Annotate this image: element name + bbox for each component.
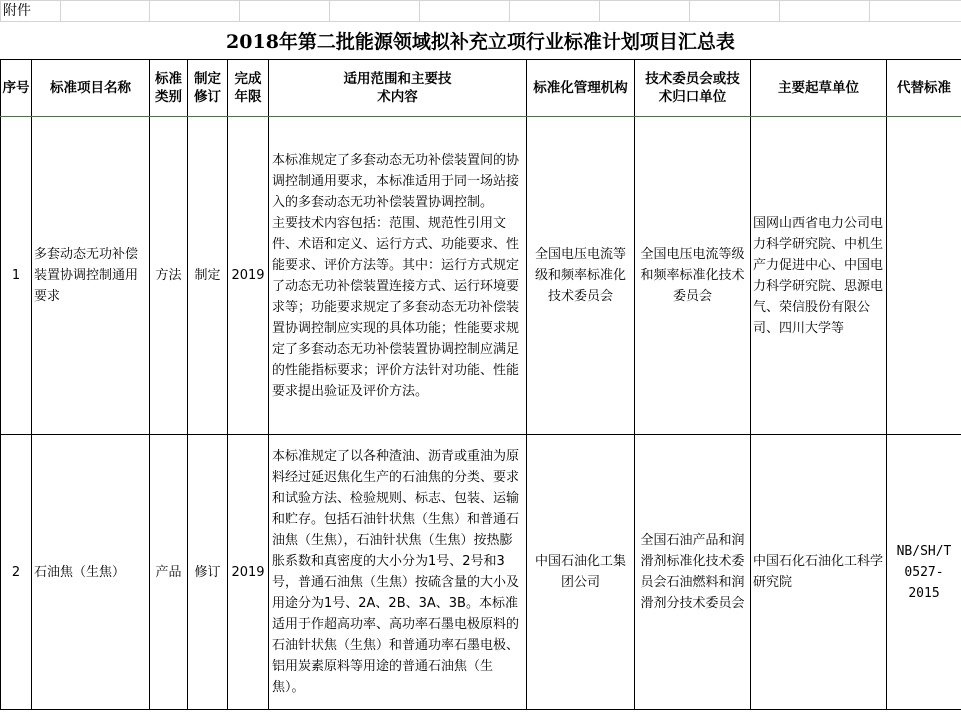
cell-committee[interactable]: 全国石油产品和润滑剂标准化技术委员会石油燃料和润滑剂分技术委员会 [635, 435, 751, 710]
cell-year[interactable]: 2019 [228, 117, 269, 435]
header-org[interactable]: 标准化管理机构 [527, 60, 635, 117]
cell-name[interactable]: 石油焦（生焦） [32, 435, 150, 710]
scope-paragraph: 主要技术内容包括：范围、规范性引用文件、术语和定义、运行方式、功能要求、性能要求、评价方法等。其中：运行方式规定了动态无功补偿装置连接方式、运行环境要求等；功能要求规定了多套动态无功补偿装置协调控制应实现的具体功能；性能要求规定了多套动态无功补偿装置协调控制应满足的性能指标要求；评价方法针对功能、性能要求提出验证及评价方法。 [272, 215, 520, 399]
cell-category[interactable]: 产品 [150, 435, 188, 710]
table-row [1, 435, 961, 710]
cell-replace[interactable]: NB/SH/T 0527-2015 [887, 435, 961, 710]
header-drafter[interactable]: 主要起草单位 [751, 60, 887, 117]
header-name[interactable]: 标准项目名称 [32, 60, 150, 117]
scope-paragraph: 本标准规定了以各种渣油、沥青或重油为原料经过延迟焦化生产的石油焦的分类、要求和试验方法、检验规则、标志、包装、运输和贮存。包括石油针状焦（生焦）和普通石油焦（生焦），石油针状焦（生焦）按热膨胀系数和真密度的大小分为1号、2号和3号，普通石油焦（生焦）按硫含量的大小及用途分为1号、2A、2B、3A、3B。本标准适用于作超高功率、高功率石墨电极原料的石油针状焦（生焦）和普通功率石墨电极、铝用炭素原料等用途的普通石油焦（生焦）。 [272, 449, 520, 695]
cell-drafter[interactable]: 国网山西省电力公司电力科学研究院、中机生产力促进中心、中国电力科学研究院、思源电气、荣信股份有限公司、四川大学等 [751, 117, 887, 435]
cell-seq[interactable]: 2 [1, 435, 32, 710]
scope-paragraph: 本标准规定了多套动态无功补偿装置间的协调控制通用要求，本标准适用于同一场站接入的多套动态无功补偿装置协调控制。 [272, 152, 520, 210]
cell-org[interactable]: 中国石油化工集团公司 [527, 435, 635, 710]
header-seq[interactable]: 序号 [1, 60, 32, 117]
cell-org[interactable]: 全国电压电流等级和频率标准化技术委员会 [527, 117, 635, 435]
header-revise[interactable]: 制定修订 [188, 60, 228, 117]
attachment-label[interactable]: 附件 [1, 1, 61, 22]
cell-revise[interactable]: 修订 [188, 435, 228, 710]
cell-name[interactable]: 多套动态无功补偿装置协调控制通用要求 [32, 117, 150, 435]
cell-replace[interactable] [887, 117, 961, 435]
sheet-title[interactable]: 2018年第二批能源领域拟补充立项行业标准计划项目汇总表 [226, 31, 735, 53]
standards-table [0, 59, 961, 710]
cell-committee[interactable]: 全国电压电流等级和频率标准化技术委员会 [635, 117, 751, 435]
header-committee[interactable]: 技术委员会或技术归口单位 [635, 60, 751, 117]
header-category[interactable]: 标准类别 [150, 60, 188, 117]
cell-drafter[interactable]: 中国石化石油化工科学研究院 [751, 435, 887, 710]
cell-revise[interactable]: 制定 [188, 117, 228, 435]
cell-seq[interactable]: 1 [1, 117, 32, 435]
cell-scope[interactable] [269, 117, 527, 435]
cell-scope[interactable] [269, 435, 527, 710]
sheet-grid-top [0, 0, 961, 22]
header-scope[interactable]: 适用范围和主要技术内容 [269, 60, 527, 117]
cell-year[interactable]: 2019 [228, 435, 269, 710]
header-row [1, 60, 961, 117]
table-row [1, 117, 961, 435]
cell-category[interactable]: 方法 [150, 117, 188, 435]
header-year[interactable]: 完成年限 [228, 60, 269, 117]
header-replace[interactable]: 代替标准 [887, 60, 961, 117]
